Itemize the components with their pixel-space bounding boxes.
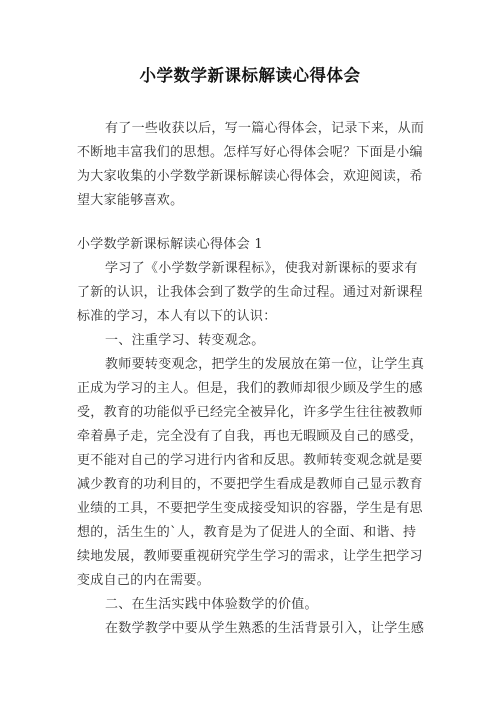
document-title: 小学数学新课标解读心得体会 xyxy=(139,66,361,85)
body-line: 一、注重学习、转变观念。 xyxy=(105,333,265,348)
body-line: 教师要转变观念，把学生的发展放在第一位，让学生真 xyxy=(105,357,425,372)
body-line: 二、在生活实践中体验数学的价值。 xyxy=(105,597,318,612)
intro-line: 有了一些收获以后，写一篇心得体会，记录下来，从而 xyxy=(105,121,425,136)
body-line: 减少教育的功利目的，不要把学生看成是教师自己显示教育 xyxy=(77,477,423,492)
body-line: 在数学教学中要从学生熟悉的生活背景引入，让学生感 xyxy=(105,621,425,636)
body-line: 牵着鼻子走，完全没有了自我，再也无暇顾及自己的感受， xyxy=(77,429,423,444)
body-line: 正成为学习的主人。但是，我们的教师却很少顾及学生的感 xyxy=(77,381,423,396)
body-line: 续地发展，教师要重视研究学生学习的需求，让学生把学习 xyxy=(77,549,423,564)
intro-line: 不断地丰富我们的思想。怎样写好心得体会呢？下面是小编 xyxy=(77,145,423,160)
body-line: 标准的学习，本人有以下的认识： xyxy=(77,309,277,324)
body-line: 受，教育的功能似乎已经完全被异化，许多学生往往被教师 xyxy=(77,405,423,420)
intro-line: 为大家收集的小学数学新课标解读心得体会，欢迎阅读，希 xyxy=(77,169,423,184)
intro-line: 望大家能够喜欢。 xyxy=(77,193,184,208)
body-line: 业绩的工具，不要把学生变成接受知识的容器，学生是有思 xyxy=(77,501,423,516)
section-heading: 小学数学新课标解读心得体会 1 xyxy=(77,237,263,252)
body-line: 变成自己的内在需要。 xyxy=(77,573,211,588)
body-line: 想的，活生生的`人，教育是为了促进人的全面、和谐、持 xyxy=(77,525,417,540)
body-line: 学习了《小学数学新课程标》，使我对新课标的要求有 xyxy=(105,261,418,276)
body-line: 更不能对自己的学习进行内省和反思。教师转变观念就是要 xyxy=(77,453,423,468)
body-line: 了新的认识，让我体会到了数学的生命过程。通过对新课程 xyxy=(77,285,423,300)
